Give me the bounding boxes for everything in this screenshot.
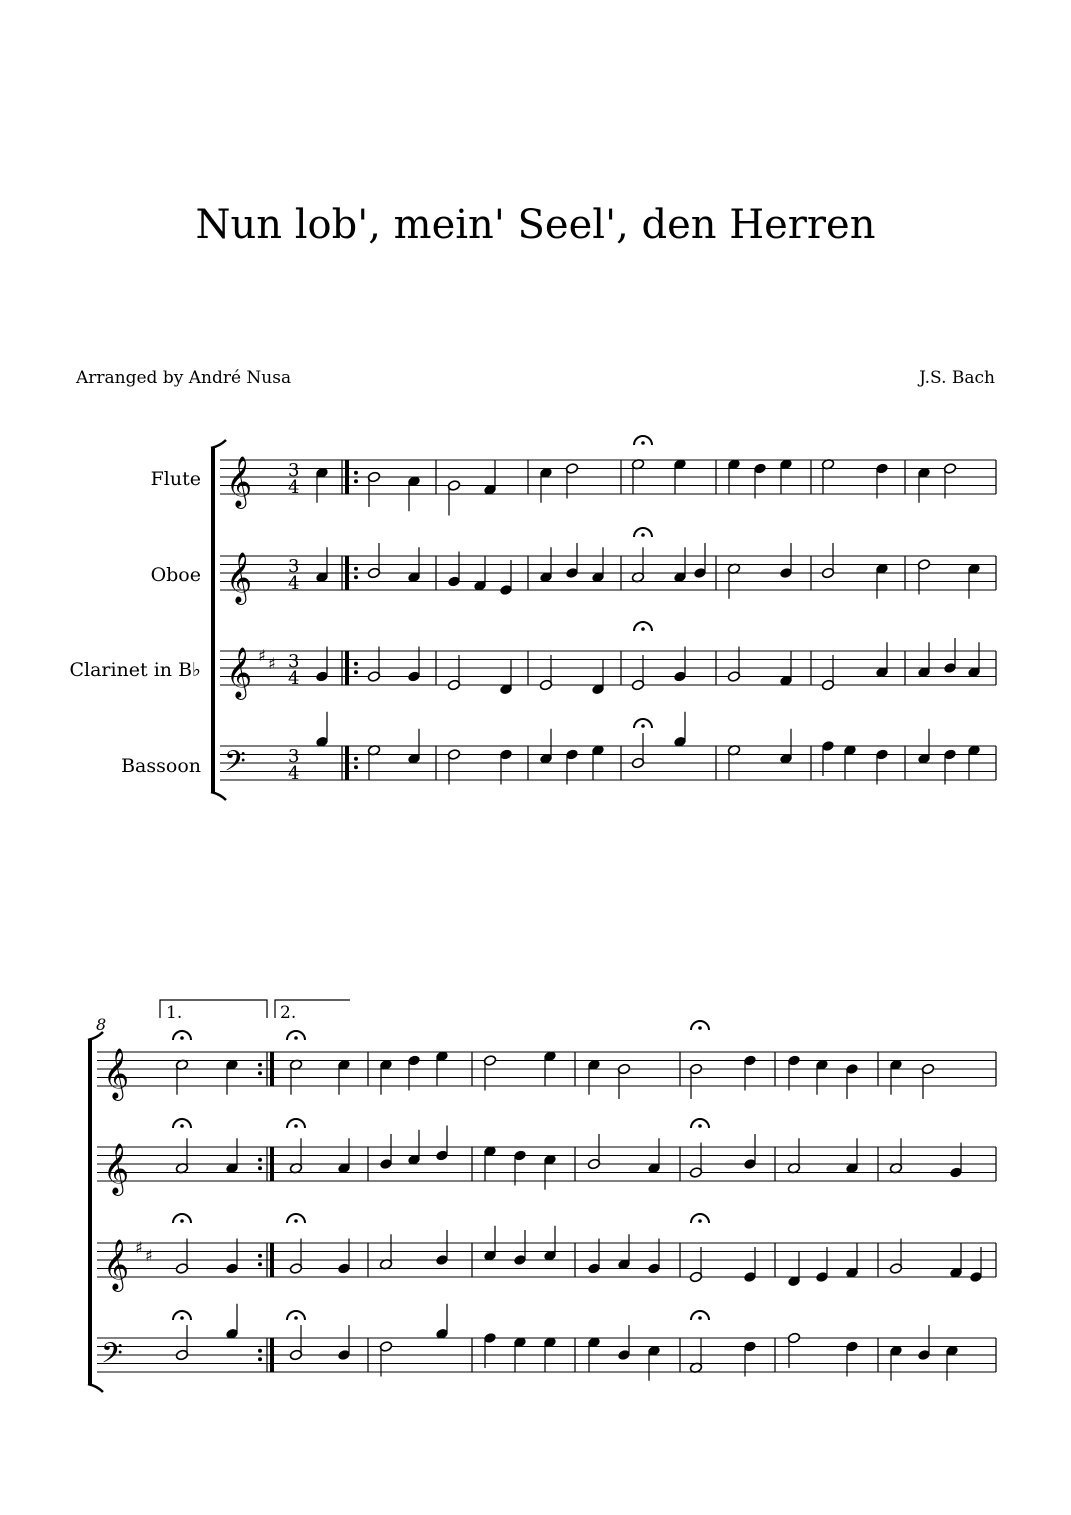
arranger-credit: Arranged by André Nusa bbox=[76, 368, 292, 388]
repeat-dot bbox=[354, 765, 358, 769]
bass-clef-icon: 𝄢 bbox=[224, 745, 246, 785]
treble-clef-icon: 𝄞 bbox=[226, 552, 253, 603]
volta-2-bracket bbox=[275, 1000, 350, 1018]
score-title: Nun lob', mein' Seel', den Herren bbox=[195, 202, 876, 248]
staff-systems bbox=[88, 436, 996, 1392]
volta-1-bracket bbox=[160, 1000, 267, 1018]
sharp-icon: ♯ bbox=[268, 654, 276, 673]
time-signature-bottom: 4 bbox=[288, 573, 300, 594]
repeat-dot bbox=[258, 1357, 262, 1361]
repeat-dot bbox=[258, 1166, 262, 1170]
time-signature-bottom: 4 bbox=[288, 477, 300, 498]
time-signature-top: 3 bbox=[288, 556, 300, 577]
fermata-dot bbox=[180, 1316, 184, 1320]
fermata-dot bbox=[641, 724, 645, 728]
repeat-dot bbox=[354, 567, 358, 571]
fermata-dot bbox=[641, 533, 645, 537]
instrument-label-oboe: Oboe bbox=[150, 564, 201, 586]
repeat-dot bbox=[354, 575, 358, 579]
time-signature-top: 3 bbox=[288, 651, 300, 672]
system-bracket bbox=[211, 792, 226, 800]
repeat-dot bbox=[258, 1262, 262, 1266]
time-signature-top: 3 bbox=[288, 460, 300, 481]
repeat-dot bbox=[354, 479, 358, 483]
volta-1-label: 1. bbox=[166, 1003, 183, 1023]
treble-clef-icon: 𝄞 bbox=[103, 1239, 130, 1290]
instrument-label-flute: Flute bbox=[150, 468, 201, 490]
repeat-dot bbox=[258, 1349, 262, 1353]
treble-clef-icon: 𝄞 bbox=[103, 1143, 130, 1194]
repeat-dot bbox=[354, 662, 358, 666]
treble-clef-icon: 𝄞 bbox=[226, 456, 253, 507]
system-bracket bbox=[88, 1032, 103, 1040]
repeat-dot bbox=[258, 1158, 262, 1162]
composer-credit: J.S. Bach bbox=[919, 368, 995, 388]
sharp-icon: ♯ bbox=[145, 1246, 153, 1265]
system-bracket bbox=[211, 440, 226, 448]
repeat-dot bbox=[258, 1254, 262, 1258]
sharp-icon: ♯ bbox=[135, 1238, 143, 1257]
fermata-dot bbox=[641, 441, 645, 445]
repeat-dot bbox=[258, 1071, 262, 1075]
time-signature-top: 3 bbox=[288, 746, 300, 767]
fermata-dot bbox=[698, 1316, 702, 1320]
treble-clef-icon: 𝄞 bbox=[103, 1048, 130, 1099]
time-signature-bottom: 4 bbox=[288, 763, 300, 784]
instrument-label-clarinet: Clarinet in B♭ bbox=[69, 659, 201, 681]
fermata-dot bbox=[294, 1124, 298, 1128]
repeat-dot bbox=[354, 670, 358, 674]
repeat-dot bbox=[354, 757, 358, 761]
fermata-dot bbox=[294, 1219, 298, 1223]
fermata-dot bbox=[698, 1219, 702, 1223]
volta-2-label: 2. bbox=[280, 1003, 297, 1023]
instrument-label-bassoon: Bassoon bbox=[121, 755, 201, 777]
fermata-dot bbox=[180, 1219, 184, 1223]
system-bracket bbox=[88, 1384, 103, 1392]
fermata-dot bbox=[294, 1316, 298, 1320]
fermata-dot bbox=[180, 1036, 184, 1040]
repeat-dot bbox=[354, 471, 358, 475]
repeat-dot bbox=[258, 1063, 262, 1067]
sharp-icon: ♯ bbox=[258, 646, 266, 665]
fermata-dot bbox=[641, 627, 645, 631]
fermata-dot bbox=[294, 1036, 298, 1040]
measure-number: 8 bbox=[96, 1015, 107, 1034]
bass-clef-icon: 𝄢 bbox=[101, 1337, 123, 1377]
time-signature-bottom: 4 bbox=[288, 668, 300, 689]
fermata-dot bbox=[180, 1124, 184, 1128]
treble-clef-icon: 𝄞 bbox=[226, 647, 253, 698]
fermata-dot bbox=[698, 1026, 702, 1030]
fermata-dot bbox=[698, 1124, 702, 1128]
